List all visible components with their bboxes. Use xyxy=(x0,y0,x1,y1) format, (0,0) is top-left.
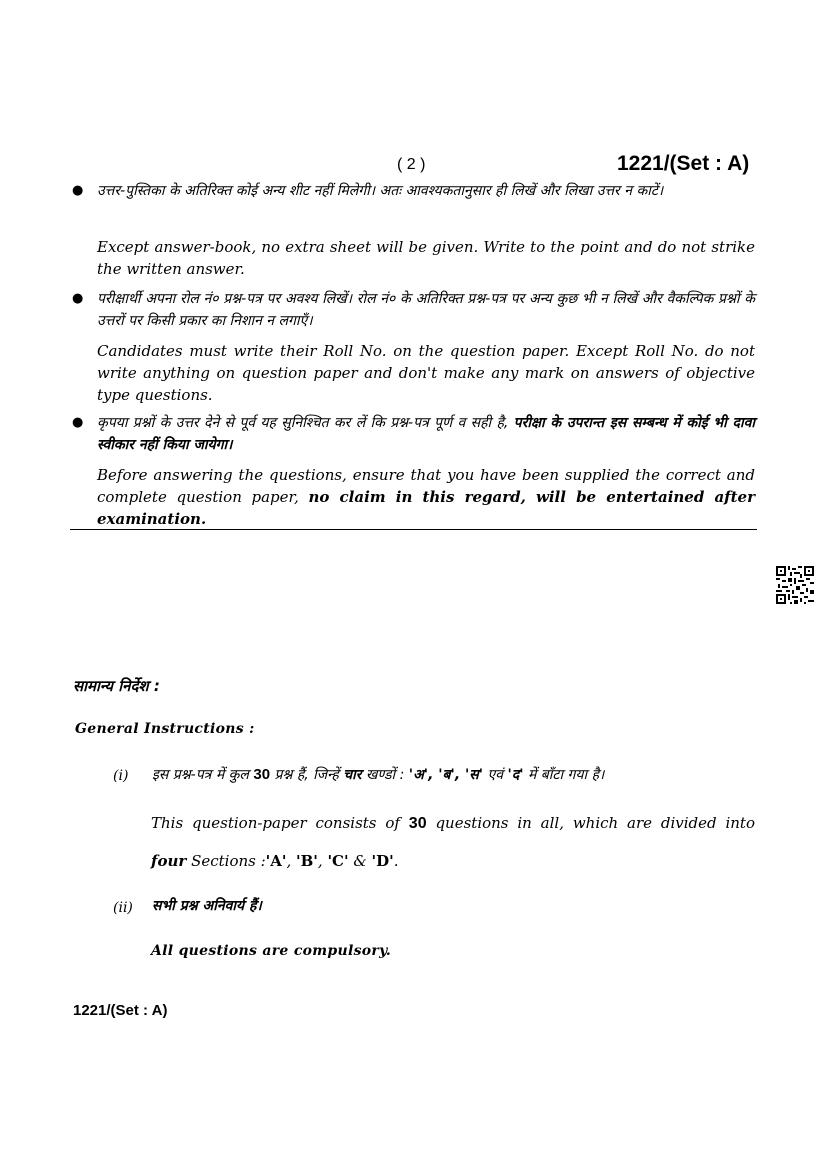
item-1-english-text: Sections : xyxy=(191,852,266,870)
instruction-2-english: Candidates must write their Roll No. on the question paper. Except Roll No. do not write anything on question paper and don't make any mark on answers of objective type questions. xyxy=(97,342,755,404)
item-1-hindi-text: खण्डों : xyxy=(365,767,405,783)
item-number: (ii) xyxy=(113,900,133,916)
paper-code-header: 1221/(Set : A) xyxy=(617,152,750,175)
item-1-english-line-2: four Sections :'A', 'B', 'C' & 'D'. xyxy=(151,852,399,870)
instruction-3-english-bold: no claim in this regard, will be entertained after examination. xyxy=(97,488,755,528)
item-1-english-text: questions in all, which are divided into xyxy=(435,814,755,832)
item-1-hindi-text: एवं xyxy=(487,767,504,783)
ampersand: & xyxy=(353,852,367,870)
instruction-2-hindi: परीक्षार्थी अपना रोल नं० प्रश्न-पत्र पर अवश्य लिखें। रोल नं० के अतिरिक्त प्रश्न-पत्र पर अन्य कुछ भी न लिखें और वैकल्पिक प्रश्नों के उत्तरों पर किसी प्रकार का निशान न लगाएँ। xyxy=(97,291,755,329)
instruction-3-english xyxy=(97,464,755,530)
instruction-1-english: Except answer-book, no extra sheet will be given. Write to the point and do not strike the written answer. xyxy=(97,238,755,278)
qr-code-icon xyxy=(776,566,814,604)
item-1-hindi-text: प्रश्न हैं, जिन्हें xyxy=(274,767,339,783)
section-c-label: 'C' xyxy=(327,852,349,870)
item-1-hindi xyxy=(152,765,604,784)
instruction-3-english-text: Before answering the questions, ensure that you have been supplied the correct and complete question paper, xyxy=(97,466,755,506)
section-a-label: 'A' xyxy=(265,852,287,870)
item-1-hindi-sections: 'अ', 'ब', 'स' xyxy=(408,767,484,783)
item-1-english-count: 30 xyxy=(408,815,427,832)
instruction-1-hindi: उत्तर-पुस्तिका के अतिरिक्त कोई अन्य शीट नहीं मिलेगी। अतः आवश्यकतानुसार ही लिखें और लिखा उत्तर न काटें। xyxy=(97,183,664,199)
instruction-3-hindi-text: कृपया प्रश्नों के उत्तर देने से पूर्व यह सुनिश्चित कर लें कि प्रश्न-पत्र पूर्ण व सही है, xyxy=(97,415,509,431)
item-1-hindi-text: इस प्रश्न-पत्र में कुल xyxy=(152,767,249,783)
general-instructions-title-english: General Instructions : xyxy=(75,721,255,737)
bullet-icon: ● xyxy=(72,415,84,430)
item-number: (i) xyxy=(113,768,129,784)
item-2-hindi: सभी प्रश्न अनिवार्य हैं। xyxy=(152,898,262,914)
item-2-english: All questions are compulsory. xyxy=(151,943,392,959)
item-1-english-text: This question-paper consists of xyxy=(151,814,400,832)
item-1-hindi-four: चार xyxy=(343,767,362,783)
paper-code-footer: 1221/(Set : A) xyxy=(73,1002,168,1019)
section-d-label: 'D' xyxy=(371,852,394,870)
divider xyxy=(70,529,757,530)
bullet-icon: ● xyxy=(72,183,84,198)
item-1-hindi-text: में बाँटा गया है। xyxy=(527,767,605,783)
instruction-3-hindi-bold: परीक्षा के उपरान्त इस सम्बन्ध में कोई भी दावा स्वीकार नहीं किया जायेगा। xyxy=(97,415,755,453)
item-1-english-line-1 xyxy=(151,812,755,835)
item-1-hindi-section-d: 'द' xyxy=(507,767,524,783)
instruction-3-hindi xyxy=(97,412,755,456)
page-number: ( 2 ) xyxy=(397,156,426,173)
general-instructions-title-hindi: सामान्य निर्देश : xyxy=(73,677,160,695)
section-b-label: 'B' xyxy=(296,852,318,870)
bullet-icon: ● xyxy=(72,291,84,306)
item-1-english-four: four xyxy=(151,852,187,870)
item-1-hindi-count: 30 xyxy=(253,766,271,783)
